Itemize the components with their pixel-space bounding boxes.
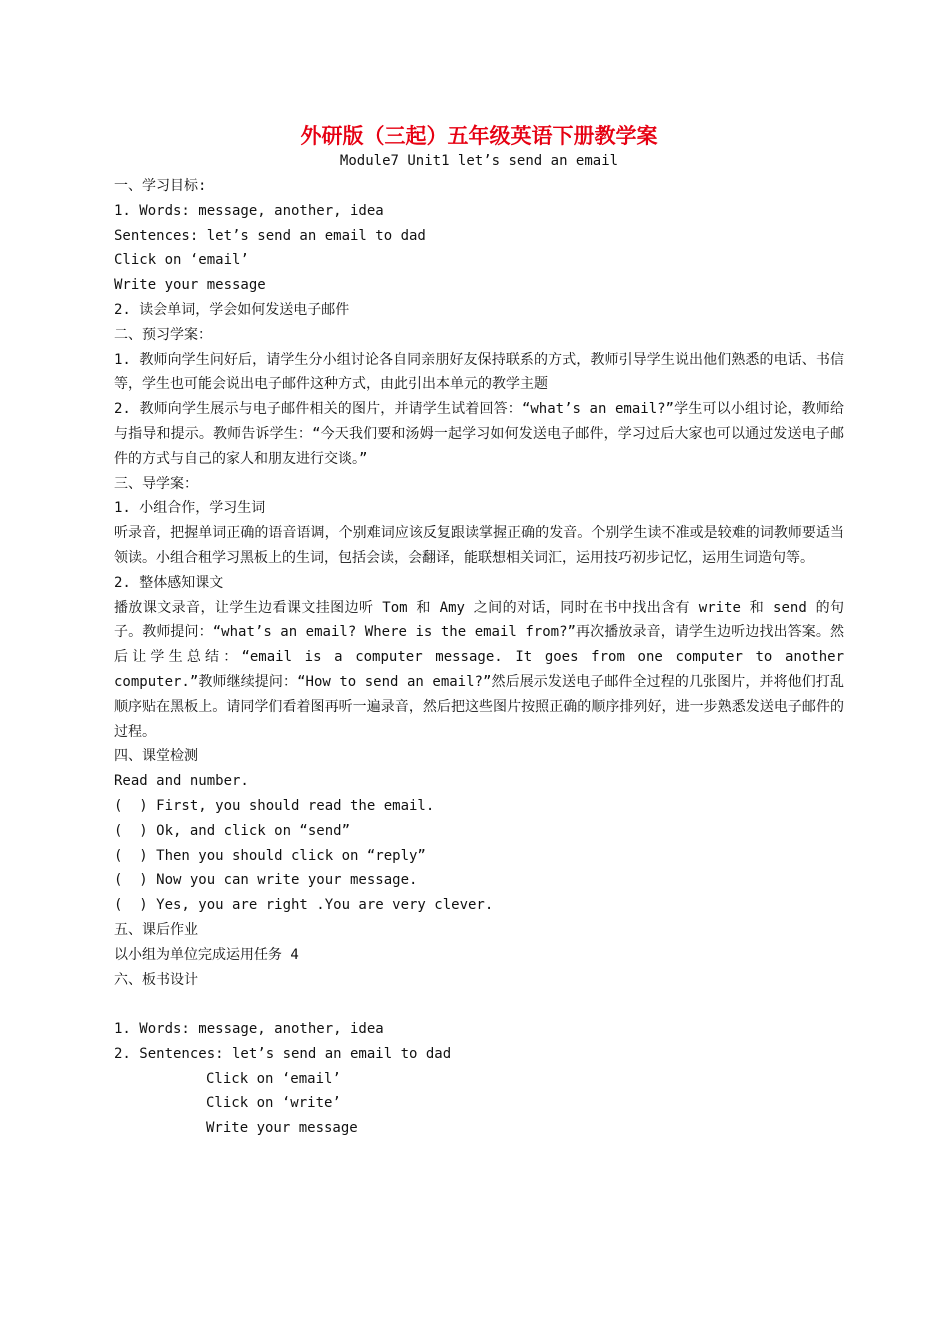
text-line: Sentences: let’s send an email to dad xyxy=(114,227,426,244)
section-heading: 三、导学案： xyxy=(114,475,198,492)
text-line: 1. Words: message, another, idea xyxy=(114,202,384,219)
paragraph: 听录音，把握单词正确的语音语调，个别难词应该反复跟读掌握正确的发音。个别学生读不准或是较难的词教师要适当领读。小组合租学习黑板上的生词，包括会读，会翻译，能联想相关词汇，运用技巧初步记忆，运用生词造句等。 xyxy=(114,525,844,566)
section-objectives xyxy=(114,174,844,323)
list-item: ( ) Then you should click on “reply” xyxy=(114,847,426,864)
text-line: Write your message xyxy=(114,277,266,294)
section-heading: 六、板书设计 xyxy=(114,971,198,988)
text-line: Click on ‘email’ xyxy=(114,252,249,269)
section-heading: 四、课堂检测 xyxy=(114,748,198,765)
blank-line xyxy=(114,992,844,1017)
paragraph: 2. 教师向学生展示与电子邮件相关的图片，并请学生试着回答：“what’s an email?”学生可以小组讨论，教师给与指导和提示。教师告诉学生：“今天我们要和汤姆一起学习如何发送电子邮件，学习过后大家也可以通过发送电子邮件的方式与自己的家人和朋友进行交谈。” xyxy=(114,401,844,467)
text-line: Click on ‘write’ xyxy=(206,1095,341,1112)
section-heading: 五、课后作业 xyxy=(114,921,198,938)
section-homework xyxy=(114,918,844,968)
text-line: 1. Words: message, another, idea xyxy=(114,1021,384,1038)
text-line: 2. 读会单词，学会如何发送电子邮件 xyxy=(114,301,350,318)
text-line: 2. Sentences: let’s send an email to dad xyxy=(114,1045,452,1062)
section-classroom-test xyxy=(114,744,844,918)
document-page xyxy=(114,122,844,1141)
paragraph: 1. 教师向学生问好后，请学生分小组讨论各自同亲朋好友保持联系的方式，教师引导学生说出他们熟悉的电话、书信等，学生也可能会说出电子邮件这种方式，由此引出本单元的教学主题 xyxy=(114,351,844,393)
text-line: 以小组为单位完成运用任务 4 xyxy=(114,946,299,963)
text-line: Write your message xyxy=(206,1120,358,1137)
instruction-text: Read and number. xyxy=(114,773,249,790)
document-subtitle: Module7 Unit1 let’s send an email xyxy=(339,153,619,169)
list-item: ( ) First, you should read the email. xyxy=(114,797,435,814)
section-preview xyxy=(114,323,844,472)
section-heading: 一、学习目标: xyxy=(114,178,207,194)
text-line: 1. 小组合作，学习生词 xyxy=(114,500,266,517)
list-item: ( ) Ok, and click on “send” xyxy=(114,822,351,839)
text-line: Click on ‘email’ xyxy=(206,1070,341,1087)
list-item: ( ) Yes, you are right .You are very clever. xyxy=(114,897,494,914)
list-item: ( ) Now you can write your message. xyxy=(114,872,418,889)
section-board-design xyxy=(114,968,844,1142)
document-title: 外研版（三起）五年级英语下册教学案 xyxy=(300,123,658,148)
text-line: 2. 整体感知课文 xyxy=(114,574,224,591)
section-guide xyxy=(114,472,844,745)
section-heading: 二、预习学案： xyxy=(114,326,212,343)
paragraph: 播放课文录音，让学生边看课文挂图边听 Tom 和 Amy 之间的对话，同时在书中找出含有 write 和 send 的句子。教师提问：“what’s an email? Where is the email from?”再次播放录音，请学生边听边找出答案。然后让学生总结：“email is a computer message. It goes from one computer to another computer.”教师继续提问：“How to send an email?”然后展示发送电子邮件全过程的几张图片，并将他们打乱顺序贴在黑板上。请同学们看着图再听一遍录音，然后把这些图片按照正确的顺序排列好，进一步熟悉发送电子邮件的过程。 xyxy=(114,599,844,740)
